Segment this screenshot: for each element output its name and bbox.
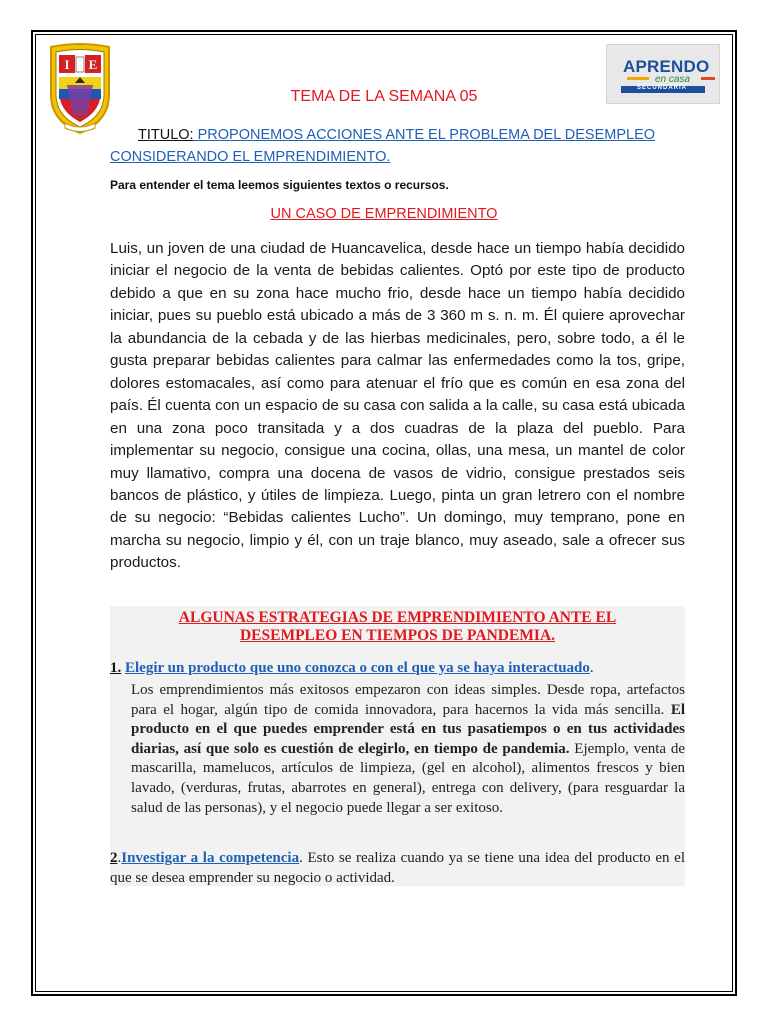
strategy-item-1-body-end: Ejemplo, venta de mascarilla, mamelucos, artículos de limpieza, (gel en alcohol), alimentos frescos y bien lavado, (verduras, frutas, abarrotes en general), entrega con delivery, (para resguardar la salud de las personas), y el negocio puede llegar a ser exitoso. (131, 740, 686, 816)
strategy-item-1-title (110, 659, 685, 679)
strategy-item-2-body: . Esto se realiza cuando ya se tiene una idea del producto en el que se desea emprender su negocio o actividad. (110, 850, 685, 886)
strategy-item-2-heading: Investigar a la competencia (121, 850, 300, 866)
logo-accent-bar (627, 77, 649, 80)
titulo-text: PROPONEMOS ACCIONES ANTE EL PROBLEMA DEL DESEMPLEO CONSIDERANDO EL EMPRENDIMIENTO. (110, 127, 656, 165)
strategy-item-1-heading: Elegir un producto que uno conozca o con el que ya se haya interactuado (125, 660, 590, 676)
topic-title (110, 124, 700, 168)
case-heading: UN CASO DE EMPRENDIMIENTO (270, 206, 498, 222)
case-story-paragraph: Luis, un joven de una ciudad de Huancavelica, desde hace un tiempo había decidido iniciar el negocio de la venta de bebidas calientes. Optó por este tipo de producto debido a que en su zona hace mucho frio, desde hace un tiempo había decidido iniciar, pues su pueblo está ubicado a más de 3 360 m s. n. m. Él quiere aprovechar la abundancia de la cebada y de las hierbas medicinales, pero, sobre todo, a él le gusta preparar bebidas calientes para calmar las enfermedades como la tos, gripe, dolores estomacales, así como para atenuar el frío que es común en esa zona del país. Él cuenta con un espacio de su casa con salida a la calle, su casa está ubicada en una zona poco transitada y a dos cuadras de la plaza del pueblo. Para implementar su negocio, consigue una cocina, ollas, una mesa, un mantel de color muy llamativo, compra una docena de vasos de vidrio, consigue prestados seis bancos de plástico, y útiles de limpieza. Luego, pinta un gran letrero con el nombre de su negocio: “Bebidas calientes Lucho”. Un domingo, muy temprano, pone en marcha su negocio, limpio y él, con un traje blanco, muy aseado, sale a ofrecer sus productos. (110, 240, 685, 572)
logo-word: APRENDO (623, 57, 710, 76)
strategies-heading-line1: ALGUNAS ESTRATEGIAS DE EMPRENDIMIENTO ANTE EL (178, 609, 617, 626)
crest-letter-e: E (88, 57, 98, 72)
crest-letter-i: I (64, 57, 70, 72)
logo-band-text: SECUNDARIA (637, 85, 688, 91)
strategy-item-2-number: 2 (110, 850, 118, 866)
week-title: TEMA DE LA SEMANA 05 (290, 88, 478, 105)
strategy-item-1-body (131, 681, 685, 818)
titulo-label: TITULO: (138, 127, 194, 143)
strategies-heading (110, 609, 685, 645)
strategy-item-1-body-start: Los emprendimientos más exitosos empezaron con ideas simples. Desde ropa, artefactos para el hogar, algún tipo de comida innovadora, para hacernos la vida más sencilla. (131, 682, 685, 718)
strategies-panel (110, 606, 685, 886)
strategy-item-2 (110, 848, 685, 888)
strategy-item-1-heading-end: . (589, 660, 594, 676)
logo-accent-bar-red (701, 77, 715, 80)
intro-instruction: Para entender el tema leemos siguientes textos o recursos. (110, 178, 449, 192)
strategy-item-1-body-bold: El producto en el que puedes emprender está en tus pasatiempos o en tus actividades diarias, así que solo es cuestión de elegirlo, en tiempo de pandemia. (131, 701, 685, 757)
strategies-heading-line2: DESEMPLEO EN TIEMPOS DE PANDEMIA. (239, 627, 556, 644)
strategy-item-1-number: 1. (110, 660, 122, 676)
logo-sub: en casa (655, 74, 691, 85)
strategy-item-2-dot: . (117, 850, 122, 866)
